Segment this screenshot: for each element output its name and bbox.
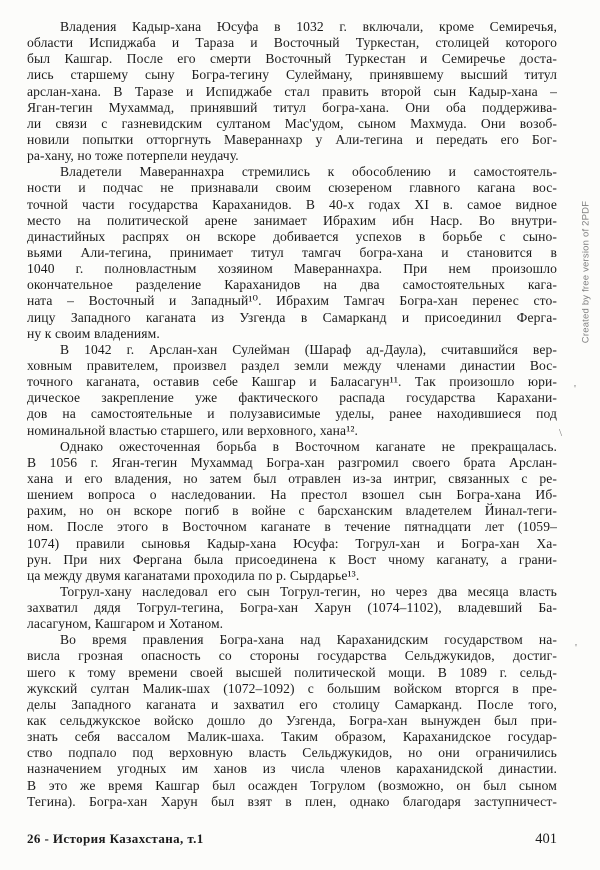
text-line: знать себя вассалом Малик-шаха. Таким образом, Караханидское государ- bbox=[27, 729, 557, 745]
text-line: В 1056 г. Яган-тегин Мухаммад Богра-хан разгромил своего брата Арслан- bbox=[27, 454, 557, 470]
text-line: ли связи с газневидским султаном Мас'удом, сыном Махмуда. Они возоб- bbox=[27, 115, 557, 131]
text-line: как сельджукское войско дошло до Узгенда, Богра-хан вынужден был при- bbox=[27, 713, 557, 729]
text-line: Однако ожесточенная борьба в Восточном каганате не прекращалась. bbox=[60, 438, 557, 454]
text-line: В 1042 г. Арслан-хан Сулейман (Шараф ад-Даула), считавшийся вер- bbox=[60, 341, 557, 357]
text-line: области Испиджаба и Тараза и Восточный Туркестан, столицей которого bbox=[27, 35, 557, 51]
text-line: В это же время Кашгар был осажден Тогрулом (возможно, он был сыном bbox=[27, 777, 557, 793]
text-line: место на политической арене занимает Ибрахим ибн Наср. Во внутри- bbox=[27, 212, 557, 228]
text-line: лицу Западного каганата из Узгенда в Самарканд и присоединил Ферга- bbox=[27, 309, 557, 325]
text-line: 1040 г. полновластным хозяином Мавераннахра. При нем произошло bbox=[27, 261, 557, 277]
watermark-2pdf: Created by free version of 2PDF bbox=[580, 200, 592, 344]
text-line: ца между двумя каганатами проходила по р. Сырдарье¹³. bbox=[27, 567, 360, 583]
text-line: ну к своим владениям. bbox=[27, 325, 160, 341]
text-line: рахим, но он вскоре погиб в войне с барсханским владетелем Йинал-теги- bbox=[27, 503, 557, 519]
text-line: делы Западного каганата и захватил его столицу Самарканд. После того, bbox=[27, 696, 557, 712]
text-line: окончательное разделение Караханидов на два самостоятельных кага- bbox=[27, 277, 557, 293]
text-line: Владетели Мавераннахра стремились к обособлению и самостоятель- bbox=[60, 164, 557, 180]
scan-artifact: ' bbox=[575, 642, 577, 654]
text-line: рун. При них Фергана была присоединена к Вост чному каганату, а грани- bbox=[27, 551, 557, 567]
text-line: новили попытки отторгнуть Мавераннахр у Али-тегина и передать его Бог- bbox=[27, 131, 557, 147]
text-line: шением вопроса о наследовании. На престол взошел сын Богра-хана Иб- bbox=[27, 487, 557, 503]
text-line: 1074) правили сыновья Кадыр-хана Юсуфа: Тогрул-хан и Богра-хан Ха- bbox=[27, 535, 557, 551]
text-line: номинальной властью старшего, или верховного, хана¹². bbox=[27, 422, 359, 438]
paragraph bbox=[27, 164, 557, 342]
paragraph bbox=[27, 584, 557, 632]
paragraph bbox=[27, 439, 557, 584]
text-line: назначением угодных им ханов из числа членов караханидской династии. bbox=[27, 761, 557, 777]
text-line: арслан-хана. В Таразе и Испиджабе стал править второй сын Кадыр-хана – bbox=[27, 83, 557, 99]
text-line: ласагуном, Кашгаром и Хотаном. bbox=[27, 616, 224, 632]
text-line: точной части государства Караханидов. В 40-х годах XI в. самое видное bbox=[27, 196, 557, 212]
page-footer bbox=[27, 831, 557, 848]
text-line: лись старшему сыну Богра-тегину Сулейману, принявшему высший титул bbox=[27, 67, 557, 83]
text-line: висла грозная опасность со стороны государства Сельджукидов, достиг- bbox=[27, 648, 557, 664]
text-line: Во время правления Богра-хана над Караханидским государством на- bbox=[60, 632, 557, 648]
text-line: ности и подчас не признавали своим сюзереном главного кагана вос- bbox=[27, 180, 557, 196]
text-line: ховным правителем, произвел раздел земли между членами династии Вос- bbox=[27, 357, 557, 373]
scan-artifact: ' bbox=[574, 383, 576, 395]
text-line: ном. После этого в Восточном каганате в течение пятнадцати лет (1059– bbox=[27, 519, 557, 535]
page-text bbox=[27, 19, 557, 810]
text-line: шего к тому времени своей высшей политической мощи. В 1089 г. сельд- bbox=[27, 664, 557, 680]
paragraph bbox=[27, 19, 557, 164]
text-line: точного каганата, оставив себе Кашгар и Баласагун¹¹. Так произошло юри- bbox=[27, 374, 557, 390]
text-line: Тогрул-хану наследовал его сын Тогрул-тегин, но через два месяца власть bbox=[60, 583, 557, 599]
text-line: дов на самостоятельные и полузависимые уделы, ранее находившиеся под bbox=[27, 406, 557, 422]
text-line: вьями Али-тегина, принимает титул тамгач богра-хана и становится в bbox=[27, 244, 557, 260]
text-line: хана и его владения, но затем был отравлен из-за интриг, связанных с ре- bbox=[27, 470, 557, 486]
text-line: дическое закрепление уже фактического распада государства Карахани- bbox=[27, 390, 557, 406]
paragraph bbox=[27, 632, 557, 810]
text-line: был Кашгар. После его смерти Восточный Туркестан и Семиречье доста- bbox=[27, 51, 557, 67]
text-line: ра-хану, но тоже потерпели неудачу. bbox=[27, 148, 239, 164]
text-line: жукский султан Малик-шах (1072–1092) с большим войском вторгся в пре- bbox=[27, 680, 557, 696]
text-line: захватил дядя Тогрул-тегина, Богра-хан Харун (1074–1102), владевший Ба- bbox=[27, 600, 557, 616]
paragraph bbox=[27, 342, 557, 439]
footer-book-title: 26 - История Казахстана, т.1 bbox=[27, 831, 204, 846]
text-line: Владения Кадыр-хана Юсуфа в 1032 г. включали, кроме Семиречья, bbox=[60, 19, 557, 34]
text-line: Тегина). Богра-хан Харун был взят в плен, однако благодаря заступничест- bbox=[27, 793, 557, 809]
text-line: ната – Восточный и Западный¹⁰. Ибрахим Тамгач Богра-хан перенес сто- bbox=[27, 293, 557, 309]
page-number: 401 bbox=[535, 831, 557, 847]
text-line: ство подпало под верховную власть Сельджукидов, но они ограничились bbox=[27, 745, 557, 761]
text-line: династийных распрях он вскоре добивается успехов в борьбе с сыно- bbox=[27, 228, 557, 244]
scan-artifact: \ bbox=[559, 427, 563, 439]
text-line: Яган-тегин Мухаммад, принявший титул богра-хана. Они оба поддержива- bbox=[27, 99, 557, 115]
